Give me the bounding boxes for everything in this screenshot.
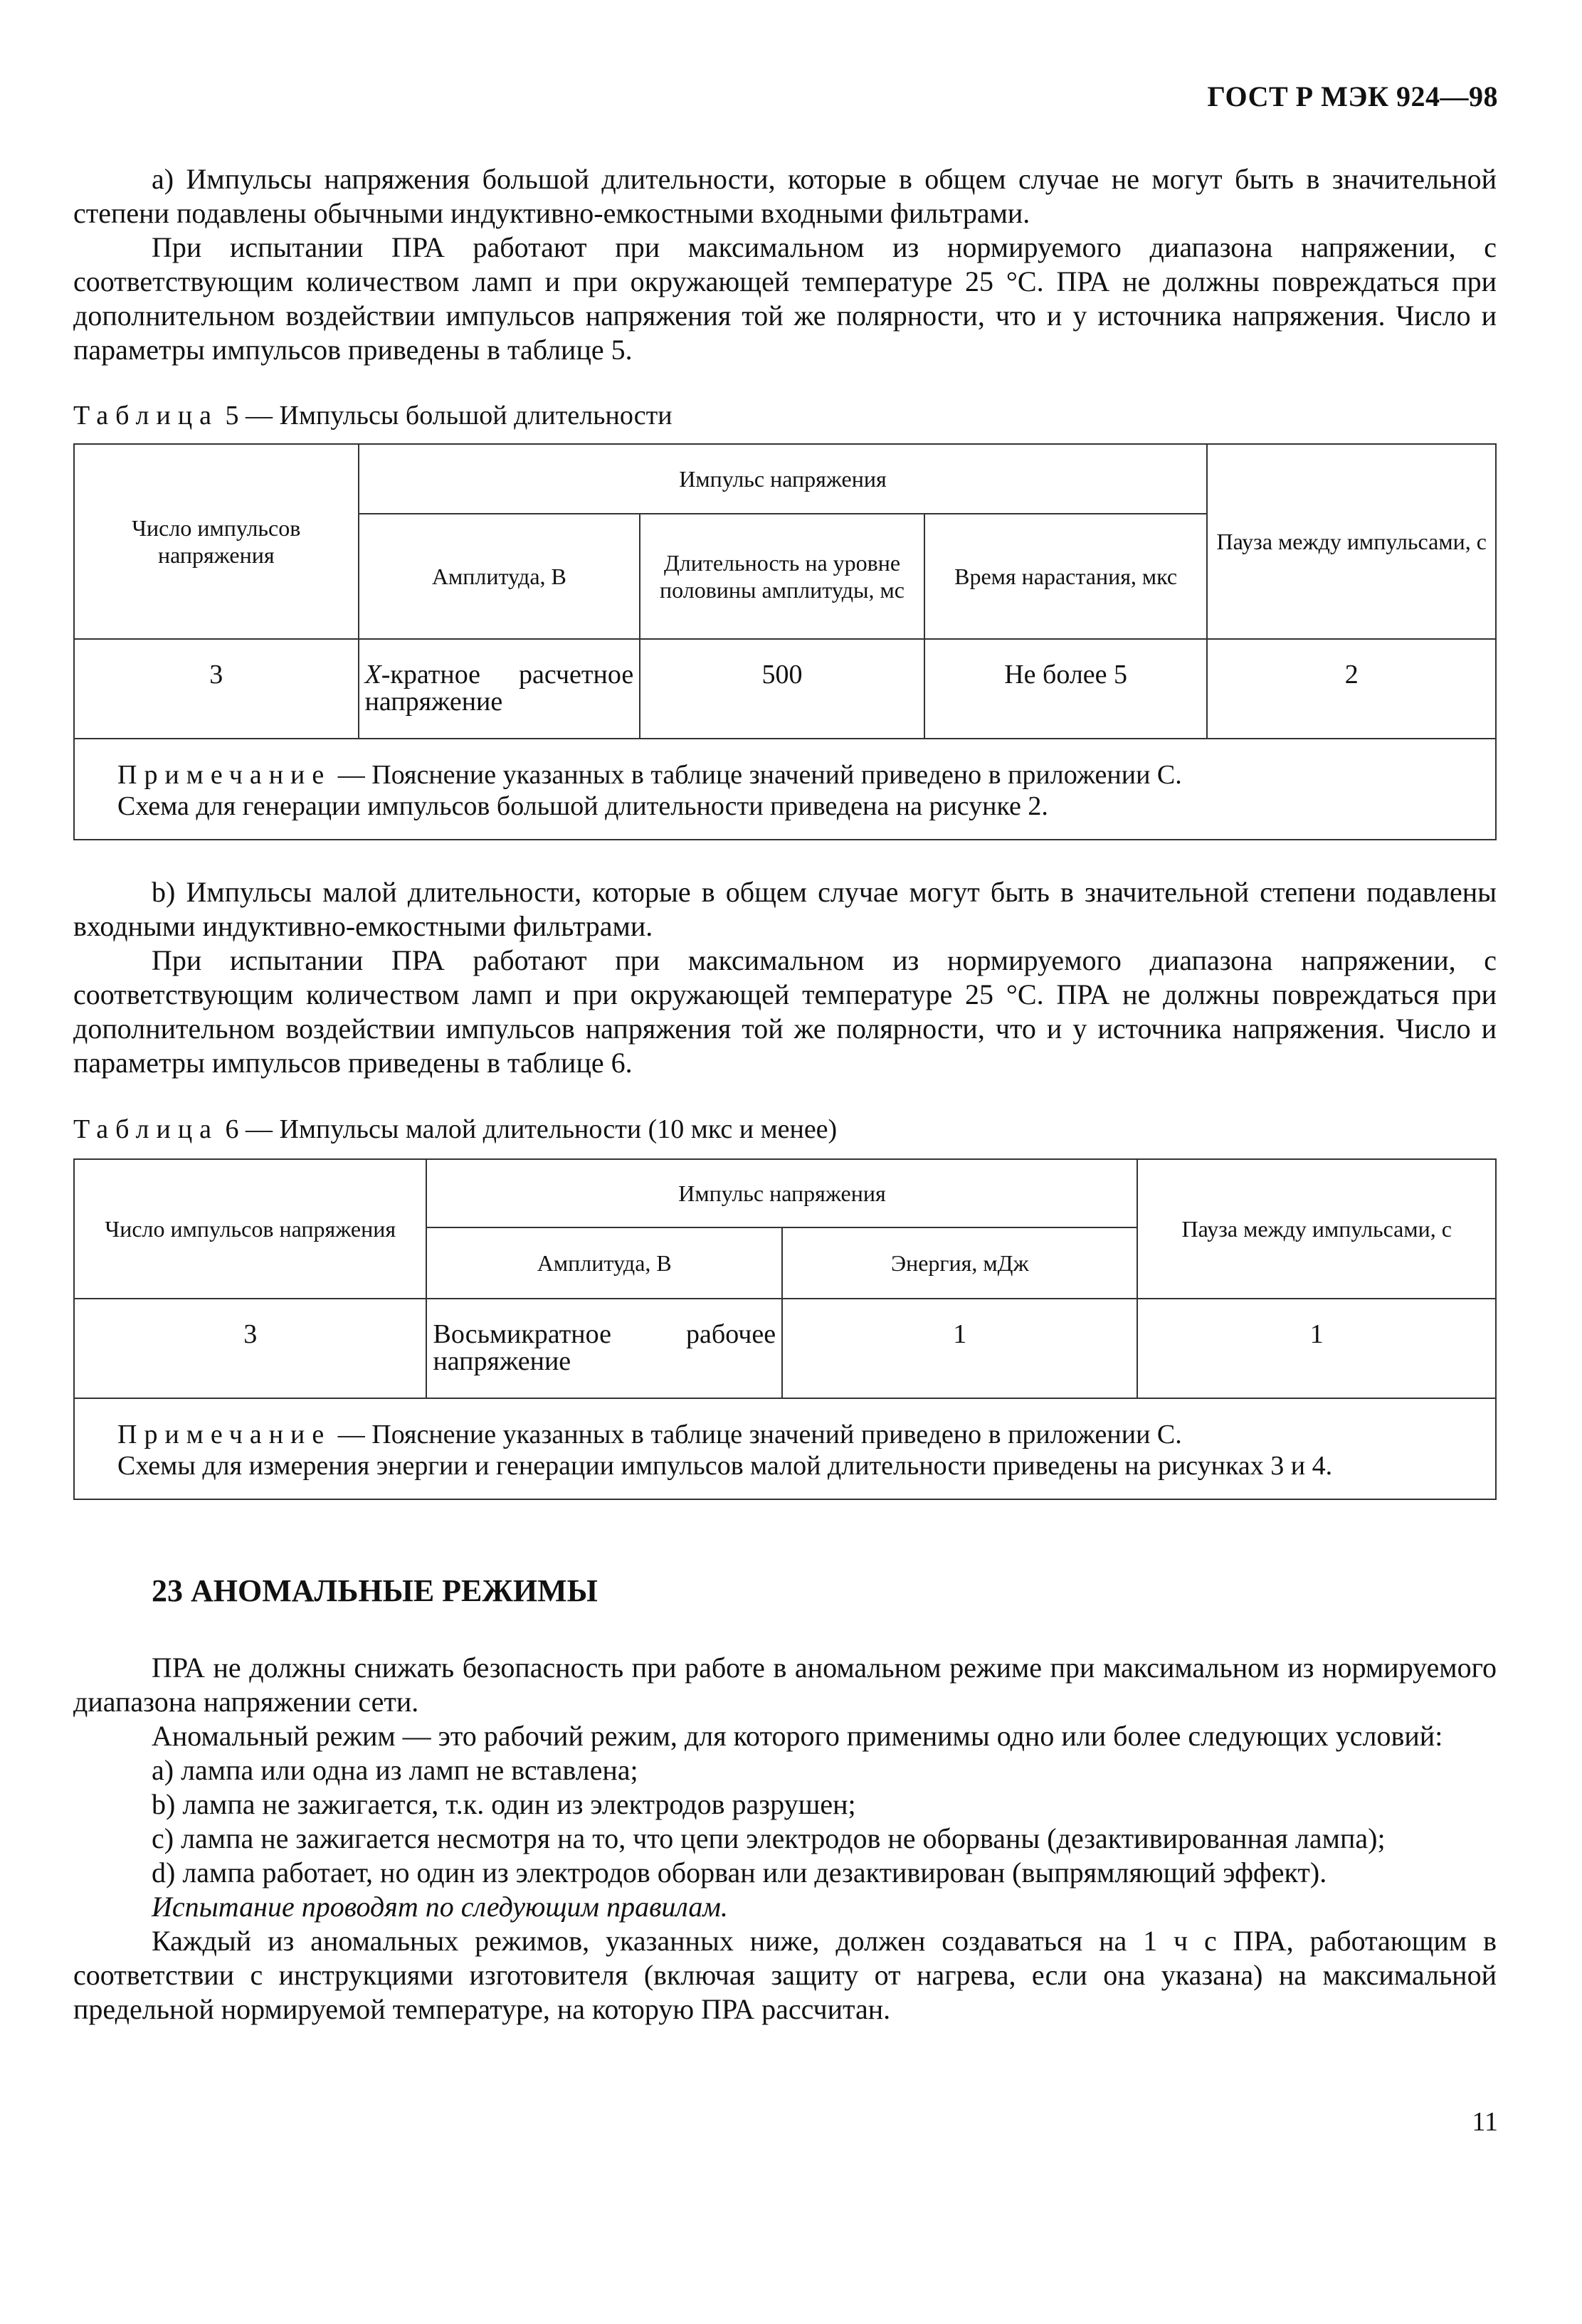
table5-cell-amplitude-x: X	[364, 660, 381, 690]
table5-header-rise-time: Время нарастания, мкс	[924, 514, 1208, 639]
table5-cell-duration: 500	[640, 639, 924, 739]
table6-note-line-1: — Пояснение указанных в таблице значений приведено в приложении С.	[331, 1420, 1182, 1449]
table5-header-impulse: Импульс напряжения	[359, 444, 1208, 514]
section-b-paragraph-2: При испытании ПРА работают при максимальном из нормируемого диапазона напряжении, с соответствующим количеством ламп и при окружающей температуре 25 °С. ПРА не должны повреждаться при дополнительном воздействии импульсов напряжения той же полярности, что и у источника напряжения. Число и параметры импульсов приведены в таблице 6.	[73, 944, 1497, 1079]
section-b	[73, 875, 1497, 1080]
table6-header-impulse: Импульс напряжения	[426, 1159, 1137, 1227]
table5-container	[73, 443, 1497, 840]
table6-caption-text: 6 — Импульсы малой длительности (10 мкс и менее)	[218, 1114, 838, 1144]
table5-cell-count: 3	[74, 639, 359, 739]
table6-header-amplitude: Амплитуда, В	[426, 1227, 782, 1299]
section-a-paragraph-1: a) Импульсы напряжения большой длительности, которые в общем случае не могут быть в значительной степени подавлены обычными индуктивно-емкостными входными фильтрами.	[73, 163, 1497, 229]
table6	[73, 1158, 1497, 1500]
section-b-paragraph-1: b) Импульсы малой длительности, которые в общем случае могут быть в значительной степени подавлены входными индуктивно-емкостными фильтрами.	[73, 876, 1497, 942]
table5-note-row	[74, 739, 1496, 840]
list-item: d) лампа работает, но один из электродов оборван или дезактивирован (выпрямляющий эффект).	[152, 1856, 1327, 1889]
document-header: ГОСТ Р МЭК 924—98	[1207, 80, 1498, 112]
table5-header-duration: Длительность на уровне половины амплитуды, мс	[640, 514, 924, 639]
table6-note	[74, 1398, 1496, 1499]
table6-cell-amplitude: Восьмикратное рабочее напряжение	[426, 1299, 782, 1398]
table6-header-count: Число импульсов напряжения	[74, 1159, 426, 1299]
table6-cell-pause: 1	[1137, 1299, 1496, 1398]
table5-note	[74, 739, 1496, 840]
table6-header-energy: Энергия, мДж	[782, 1227, 1137, 1299]
table5-note-line-1: — Пояснение указанных в таблице значений приведено в приложении С.	[331, 760, 1182, 790]
section-23-paragraph-2: Аномальный режим — это рабочий режим, для которого применимы одно или более следующих условий:	[152, 1720, 1443, 1752]
table5-header-count: Число импульсов напряжения	[74, 444, 359, 639]
table6-note-line-2: Схемы для измерения энергии и генерации импульсов малой длительности приведены на рисунках 3 и 4.	[117, 1451, 1333, 1481]
list-item: c) лампа не зажигается несмотря на то, что цепи электродов не оборваны (дезактивированная лампа);	[152, 1822, 1386, 1854]
section-23-paragraph-last: Каждый из аномальных режимов, указанных ниже, должен создаваться на 1 ч с ПРА, работающим в соответствии с инструкциями изготовителя (включая защиту от нагрева, если она указана) на максимальной предельной нормируемой температуре, на которую ПРА рассчитан.	[73, 1925, 1497, 2025]
table5-cell-pause: 2	[1207, 639, 1496, 739]
section-23-paragraph-1: ПРА не должны снижать безопасность при работе в аномальном режиме при максимальном из нормируемого диапазона напряжении сети.	[73, 1652, 1497, 1718]
section-23-heading: 23 АНОМАЛЬНЫЕ РЕЖИМЫ	[152, 1573, 598, 1608]
section-23	[73, 1651, 1497, 2027]
section-a-paragraph-2: При испытании ПРА работают при максимальном из нормируемого диапазона напряжении, с соответствующим количеством ламп и при окружающей температуре 25 °С. ПРА не должны повреждаться при дополнительном воздействии импульсов напряжения той же полярности, что и у источника напряжения. Число и параметры импульсов приведены в таблице 5.	[73, 231, 1497, 366]
section-23-italic-line: Испытание проводят по следующим правилам.	[152, 1891, 728, 1923]
section-23-heading-container	[152, 1573, 1497, 1610]
table5-cell-amplitude	[359, 639, 640, 739]
table6-cell-energy: 1	[782, 1299, 1137, 1398]
table5-note-label: Примечание	[117, 760, 332, 790]
table6-note-row	[74, 1398, 1496, 1499]
table6-caption	[73, 1114, 1497, 1145]
table-row	[74, 1299, 1496, 1398]
table5	[73, 443, 1497, 840]
table6-container	[73, 1158, 1497, 1500]
table5-caption-label: Таблица	[73, 401, 219, 431]
table5-note-line-2: Схема для генерации импульсов большой длительности приведена на рисунке 2.	[117, 791, 1048, 821]
table6-caption-label: Таблица	[73, 1114, 219, 1144]
table5-header-pause: Пауза между импульсами, с	[1207, 444, 1496, 639]
table5-header-row-1	[74, 444, 1496, 514]
table5-cell-amplitude-text: -кратное расчетное напряжение	[364, 660, 634, 717]
table5-caption-text: 5 — Импульсы большой длительности	[218, 401, 673, 431]
table6-cell-count: 3	[74, 1299, 426, 1398]
list-item: b) лампа не зажигается, т.к. один из электродов разрушен;	[152, 1788, 856, 1820]
table6-note-label: Примечание	[117, 1420, 332, 1449]
table-row	[74, 639, 1496, 739]
list-item: a) лампа или одна из ламп не вставлена;	[152, 1754, 638, 1786]
table5-cell-rise-time: Не более 5	[924, 639, 1208, 739]
section-a	[73, 162, 1497, 367]
page-number: 11	[1472, 2107, 1498, 2137]
table6-header-pause: Пауза между импульсами, с	[1137, 1159, 1496, 1299]
table6-header-row-1	[74, 1159, 1496, 1227]
table5-caption	[73, 400, 1497, 431]
table5-header-amplitude: Амплитуда, В	[359, 514, 640, 639]
